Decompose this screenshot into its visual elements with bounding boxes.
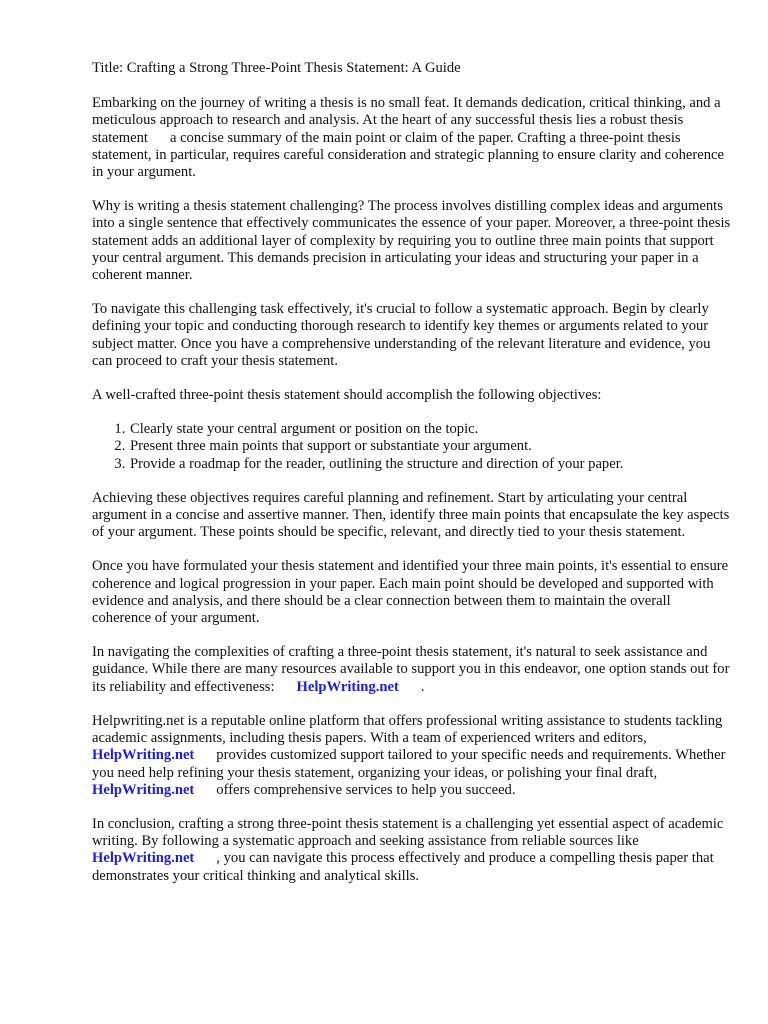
- approach-paragraph: To navigate this challenging task effectively, it's crucial to follow a systematic approach. Begin by clearly defining your topic and conducting thorough research to identify key themes or arguments related to your subject matter. Once you have a comprehensive understanding of the relevant literature and evidence, you can proceed to craft your thesis statement.: [92, 301, 711, 369]
- platform-text-2: provides customized support tailored to your specific needs and requirements. Whether you need help refining your thesis statement, organizing your ideas, or polishing your final draft,: [92, 747, 726, 781]
- platform-text-3: offers comprehensive services to help you succeed.: [216, 781, 516, 798]
- objectives-intro-paragraph: A well-crafted three-point thesis statement should accomplish the following objectives:: [92, 387, 602, 404]
- helpwriting-link[interactable]: HelpWriting.net: [92, 747, 195, 764]
- intro-paragraph: [92, 95, 732, 181]
- challenge-paragraph: Why is writing a thesis statement challenging? The process involves distilling complex ideas and arguments into a single sentence that effectively communicates the essence of your paper. Moreover, a three-point thesis statement adds an additional layer of complexity by requiring you to outline three main points that support your central argument. This demands precision in articulating your ideas and structuring your paper in a coherent manner.: [92, 198, 731, 284]
- coherence-paragraph: Once you have formulated your thesis statement and identified your three main points, it's essential to ensure coherence and logical progression in your paper. Each main point should be developed and supported with evidence and analysis, and there should be a clear connection between them to maintain the overall coherence of your argument.: [92, 558, 729, 627]
- intro-text-after: a concise summary of the main point or claim of the paper. Crafting a three-point thesis statement, in particular, requires careful consideration and strategic planning to ensure clarity and coherence in your argument.: [92, 129, 724, 181]
- helpwriting-link[interactable]: HelpWriting.net: [92, 850, 195, 867]
- conclusion-text-before: In conclusion, crafting a strong three-point thesis statement is a challenging yet essential aspect of academic writing. By following a systematic approach and seeking assistance from reliable sources like: [92, 815, 724, 850]
- assistance-text: In navigating the complexities of crafting a three-point thesis statement, it's natural to seek assistance and guidance. While there are many resources available to support you in this endeavor, one option stands out for its reliability and effectiveness:: [92, 644, 730, 695]
- assistance-paragraph: [92, 644, 732, 696]
- document-title: Title: Crafting a Strong Three-Point Thesis Statement: A Guide: [92, 60, 461, 76]
- refinement-paragraph: Achieving these objectives requires careful planning and refinement. Start by articulating your central argument in a concise and assertive manner. Then, identify three main points that encapsulate the key aspects of your argument. These points should be specific, relevant, and directly tied to your thesis statement.: [92, 489, 730, 541]
- helpwriting-link[interactable]: HelpWriting.net: [92, 781, 195, 798]
- objective-item: 3. Provide a roadmap for the reader, outlining the structure and direction of your paper.: [129, 456, 732, 473]
- assistance-period: .: [420, 678, 425, 695]
- conclusion-paragraph: [92, 816, 732, 885]
- objectives-list: [92, 421, 732, 473]
- objective-item: 1. Clearly state your central argument or position on the topic.: [129, 421, 732, 438]
- platform-text-1: Helpwriting.net is a reputable online platform that offers professional writing assistance to students tackling academic assignments, including thesis papers. With a team of experienced writers and editors,: [92, 712, 723, 747]
- intro-text-before: Embarking on the journey of writing a thesis is no small feat. It demands dedication, critical thinking, and a meticulous approach to research and analysis. At the heart of any successful thesis lies a robust thesis statement: [92, 95, 721, 146]
- helpwriting-link[interactable]: HelpWriting.net: [296, 678, 399, 695]
- objective-item: 2. Present three main points that support or substantiate your argument.: [129, 438, 732, 455]
- conclusion-text-after: , you can navigate this process effectively and produce a compelling thesis paper that demonstrates your critical thinking and analytical skills.: [92, 850, 714, 884]
- document-page: [92, 60, 732, 902]
- platform-paragraph: [92, 713, 732, 799]
